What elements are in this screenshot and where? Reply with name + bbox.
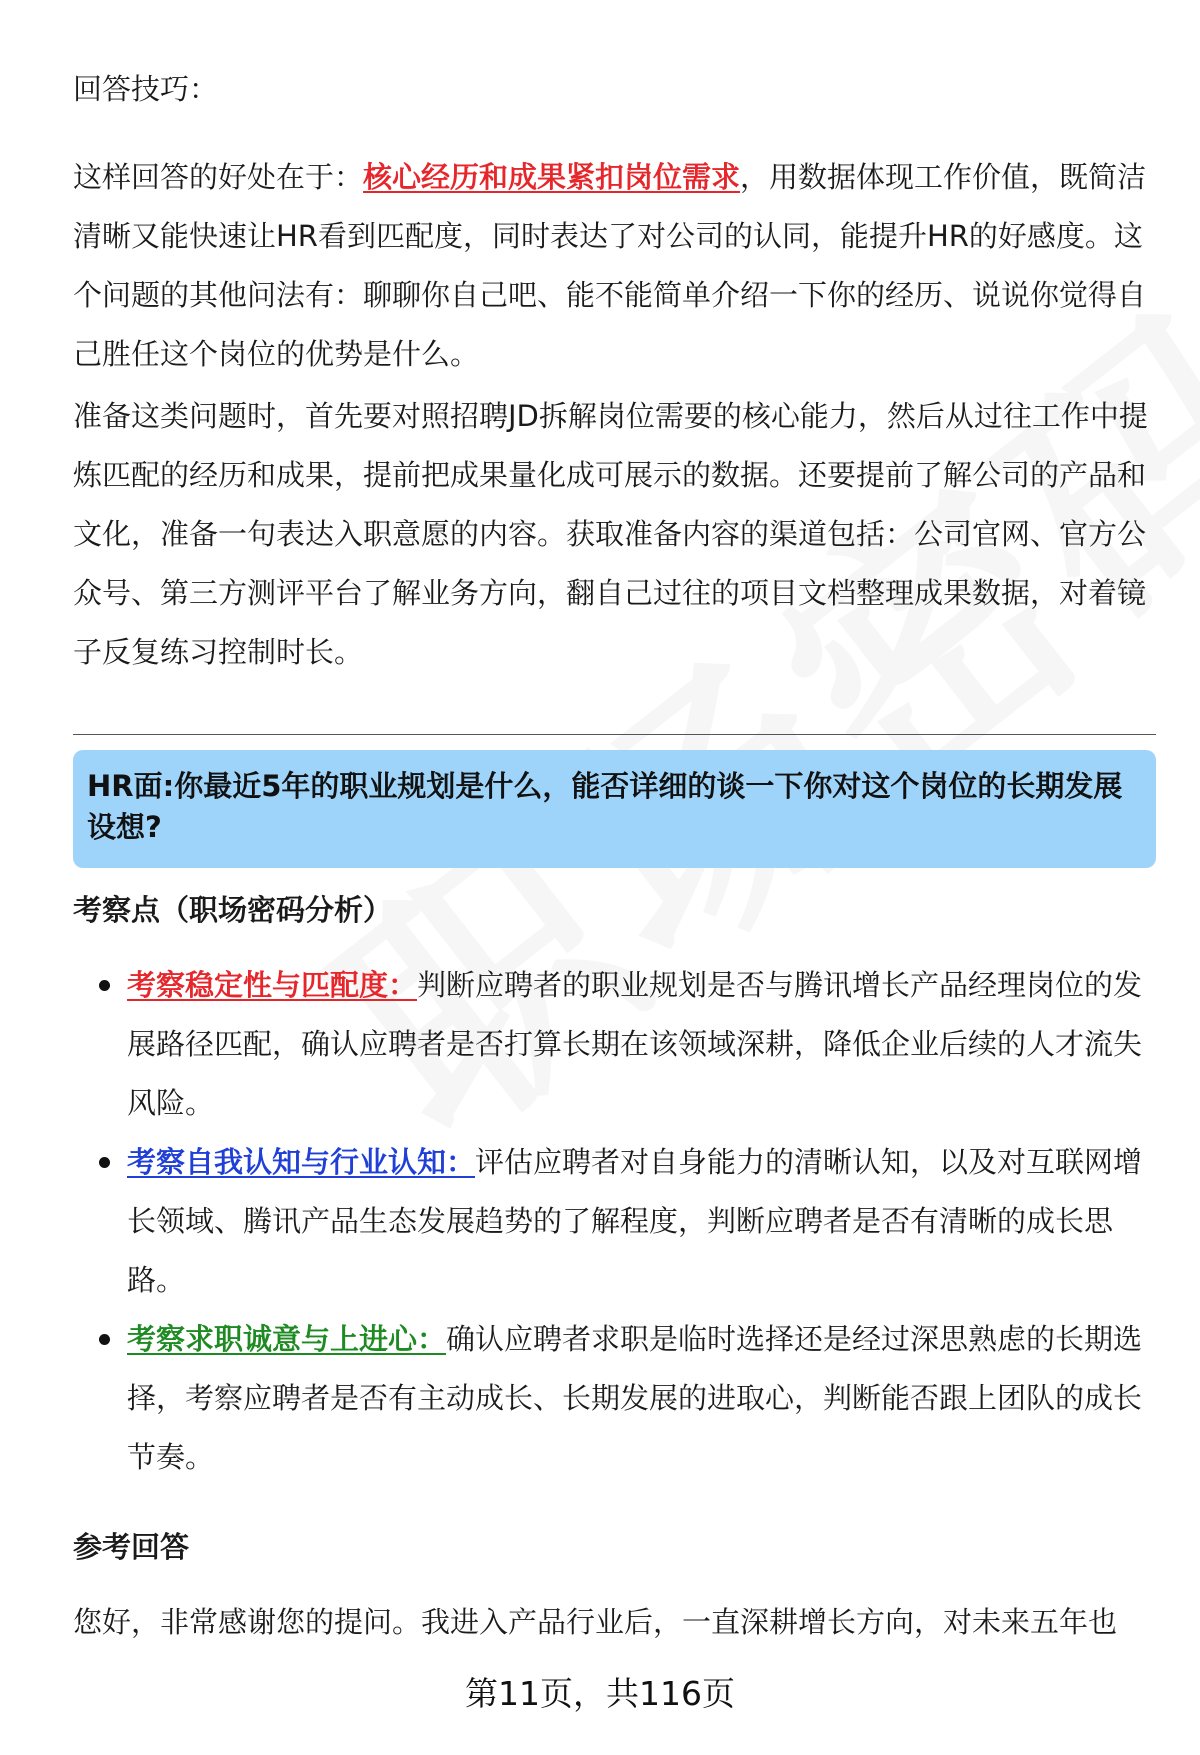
analysis-item-text: 判断应聘者的职业规划是否与腾讯增长产品经理岗位的发展路径匹配，确认应聘者是否打算长期在该领域深耕，降低企业后续的人才流失风险。 <box>127 968 1143 1120</box>
analysis-heading: 考察点（职场密码分析） <box>73 893 393 927</box>
reference-answer-start: 您好，非常感谢您的提问。我进入产品行业后，一直深耕增长方向，对未来五年也 <box>73 1605 1118 1639</box>
question-box: HR面:你最近5年的职业规划是什么，能否详细的谈一下你对这个岗位的长期发展设想? <box>73 750 1156 868</box>
bullet-dot <box>99 1157 110 1168</box>
tips-highlight: 核心经历和成果紧扣岗位需求 <box>363 160 741 194</box>
analysis-item-text: 确认应聘者求职是临时选择还是经过深思熟虑的长期选择，考察应聘者是否有主动成长、长期发展的进取心，判断能否跟上团队的成长节奏。 <box>127 1322 1143 1474</box>
analysis-list <box>73 956 1156 1487</box>
analysis-item-title: 考察自我认知与行业认知： <box>127 1145 476 1179</box>
answer-tips-label: 回答技巧： <box>73 72 219 106</box>
tips-suffix: ，用数据体现工作价值，既简洁清晰又能快速让HR看到匹配度，同时表达了对公司的认同，能提升HR的好感度。这个问题的其他问法有：聊聊你自己吧、能不能简单介绍一下你的经历、说说你觉得自己胜任这个岗位的优势是什么。 <box>73 160 1147 371</box>
page-number-footer: 第11页，共116页 <box>465 1674 735 1713</box>
prep-paragraph: 准备这类问题时，首先要对照招聘JD拆解岗位需要的核心能力，然后从过往工作中提炼匹配的经历和成果，提前把成果量化成可展示的数据。还要提前了解公司的产品和文化，准备一句表达入职意愿的内容。获取准备内容的渠道包括：公司官网、官方公众号、第三方测评平台了解业务方向，翻自己过往的项目文档整理成果数据，对着镜子反复练习控制时长。 <box>73 399 1148 669</box>
section-divider <box>73 734 1156 735</box>
bullet-dot <box>99 980 110 991</box>
analysis-item-text: 评估应聘者对自身能力的清晰认知，以及对互联网增长领域、腾讯产品生态发展趋势的了解程度，判断应聘者是否有清晰的成长思路。 <box>127 1145 1143 1297</box>
analysis-item <box>73 1310 1156 1487</box>
analysis-item <box>73 956 1156 1133</box>
tips-prefix: 这样回答的好处在于： <box>73 160 364 194</box>
bullet-dot <box>99 1334 110 1345</box>
analysis-item <box>73 1133 1156 1310</box>
analysis-item-title: 考察稳定性与匹配度： <box>127 968 418 1002</box>
reference-heading: 参考回答 <box>73 1530 190 1564</box>
analysis-item-title: 考察求职诚意与上进心： <box>127 1322 447 1356</box>
tips-paragraph <box>73 148 1153 384</box>
